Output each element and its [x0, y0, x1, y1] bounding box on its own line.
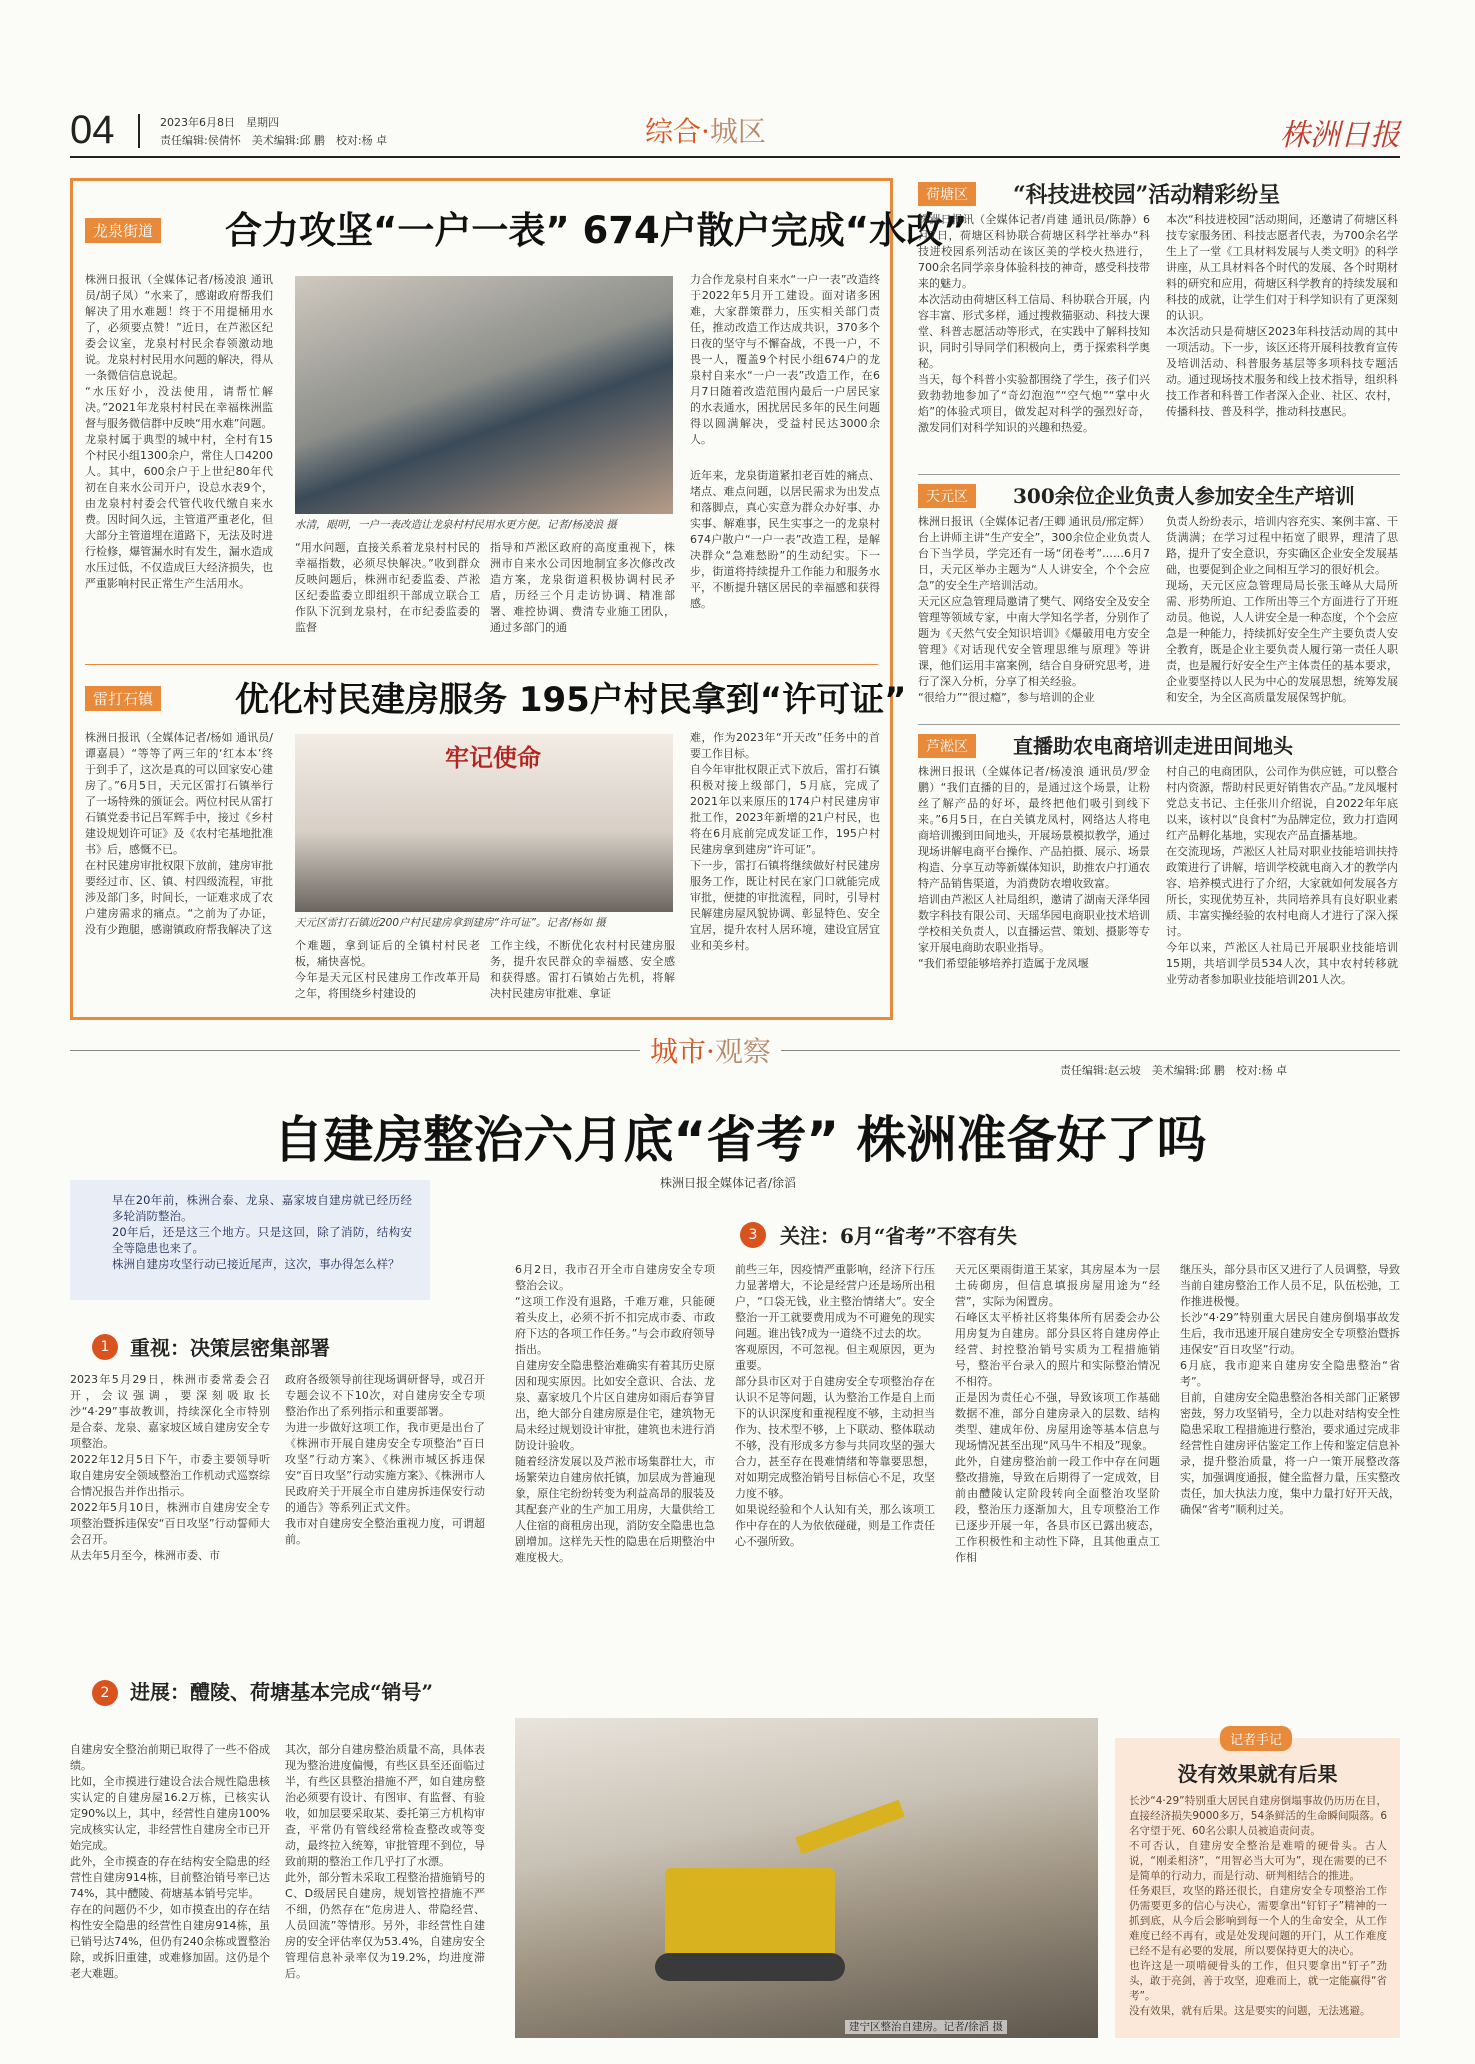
story-column-2: 个难题，拿到证后的全镇村村民老板，痛快喜悦。 今年是天元区村民建房工作改革开局之年，将围绕乡村建设的: [295, 939, 480, 1000]
subsection-2-col-1: 自建房安全整治前期已取得了一些不俗成绩。 比如，全市摸进行建设合法合规性隐患核实认定的自建房屋16.2万栋，已核实认定90%以上，其中，经营性自建房100%完成核实认定，非经营性自建房全市已开始完成。 此外，全市摸查的存在结构安全隐患的经营性自建房914栋，目前整治销号率已达74%，其中醴陵、荷塘基本销号完毕。 存在的问题仍不少，如市摸查出的存在结构性安全隐患的经营性自建房914栋，虽已销号达74%，但仍有240余栋或置整治除，或拆旧重建，或难修加固。这仍是个老大难题。: [70, 1743, 270, 1980]
story-column-4a: 力合作龙泉村自来水“一户一表”改造终于2022年5月开工建设。面对诸多困难，大家群策群力，压实相关部门责任，推动改造工作达成共识，370多个日夜的坚守与不懈奋战，不畏一户，不畏一人，覆盖9个村民小组674户的龙泉村自来水“一户一表”改造工作，在6月7日随着改造范围内最后一户居民家的水表通水，困扰居民多年的民生问题得以圆满解决，受益村民达3000余人。: [690, 273, 880, 446]
middle-column-2: 前些三年，因疫情严重影响，经济下行压力显著增大，不论是经营户还是场所出租户，“口袋无钱，业主整治情绪大”。安全整治一开工就要费用成为不可避免的现实问题。谁出钱?成为一道绕不过去的坎。 客观原因，不可忽视。但主观原因，更为重要。 部分县市区对于自建房安全专项整治存在认识不足等问题，认为整治工作是自上而下的认识深度和重视程度不够，主动担当作为、技术型不够，上下联动、整体联动不够，没有形成多方参与共同攻坚的强大合力，甚至存在畏难情绪和等靠要思想，对如期完成整治销号目标信心不足，攻坚力度不够。 如果说经验和个人认知有关，那么该项工作中存在的人为依依碰碰，则是工作责任心不强所致。: [735, 1263, 935, 1548]
byline: 株洲日报全媒体记者/徐滔: [660, 1176, 797, 1190]
story-tag: 龙泉街道: [85, 218, 161, 243]
section-number-icon: 2: [92, 1680, 118, 1706]
story-column-3: 工作主线，不断优化农村村民建房服务，提升农民群众的幸福感、安全感和获得感。雷打石镇始占先机，将解决村民建房审批难、拿证: [490, 939, 675, 1000]
city-editors: 责任编辑:赵云坡 美术编辑:邱 鹏 校对:杨 卓: [1060, 1064, 1288, 1077]
section-title-city: 城市·观察: [640, 1030, 781, 1070]
story-lusong: [918, 730, 1400, 1020]
section-name-b: 观察: [714, 1035, 771, 1068]
header-divider: [138, 114, 140, 148]
story-column-1: 株洲日报讯（全媒体记者/杨凌浪 通讯员/罗金鹏）“我们直播的目的，是通过这个场景，让粉丝了解产品的好坏，最终把他们吸引到线下来。”6月5日，在白关镇龙凤村，网络达人将电商培训搬到田间地头，开展场景模拟教学，通过现场讲解电商平台操作、产品拍摄、展示、场景构造、分享互动等新媒体知识，助推农户打通农特产品销售渠道，为消费防农增收致富。 培训由芦淞区人社局组织，邀请了湖南天泽华园数字科技有限公司、天瑶华园电商职业技术培训学校相关负责人，以直播运营、策划、摄影等专家开展电商助农职业指导。 “我们希望能够培养打造属于龙凤堰: [918, 765, 1150, 970]
story-column-2: 负责人纷纷表示，培训内容充实、案例丰富、干货满满；在学习过程中拓宽了眼界，理清了思路，提升了安全意识，夯实确区企业安全发展基础，也要促到企业之间相互学习的很好机会。 现场，天元区应急管理局局长张玉峰从大局所需、形势所迫、工作所出等三个方面进行了开班动员。他说，人人讲安全是一种态度，个个会应急是一种能力，持续抓好安全生产主要负责人安全教育，既是企业主要负责人履行第一责任人职责，也是履行好安全生产主体责任的基本要求，企业要坚持以人民为中心的发展思想，统筹发展和安全，为全区高质量发展保驾护航。: [1166, 515, 1398, 704]
page-header: [70, 108, 1400, 156]
story-column-4b: 近年来，龙泉街道紧扣老百姓的痛点、堵点、难点问题，以居民需求为出发点和落脚点，真心实意为群众办好事、办实事、解难事，民生实事之一的龙泉村674户散户“一户一表”改造工程，是解决群众“急难愁盼”的生动纪实。下一步，街道将持续提升工作能力和服务水平，不断提升辖区居民的幸福感和获得感。: [690, 469, 880, 610]
story-tag: 雷打石镇: [85, 686, 161, 711]
story-headline: “科技进校园”活动精彩纷呈: [1013, 182, 1281, 208]
demolition-photo: [515, 1718, 1098, 2038]
story-photo: [295, 734, 673, 912]
middle-column-1: 6月2日，我市召开全市自建房安全专项整治会议。 “这项工作没有退路，千难万难，只能硬着头皮上，必须不折不扣完成市委、市政府下达的各项工作任务。”与会市政府领导指出。 自建房安全隐患整治难确实有着其历史原因和现实原因。比如安全意识、合法、龙泉、嘉家坡几个片区自建房如雨后春笋冒出，绝大部分自建房原是住宅，建筑物无局未经过规划设计审批，建筑也未进行消防设计验收。 随着经济发展以及芦淞市场集群壮大，市场繁荣边自建房依托镇，加层成为普遍现象，原住宅纷纷转变为利益高昂的服装及其配套产业的生产加工用房，大量供给工人住宿的商租房出现，消防安全隐患也急剧增加。这样先天性的隐患在后期整治中难度极大。: [515, 1263, 715, 1564]
subhead-progress: 进展：醴陵、荷塘基本完成“销号”: [130, 1680, 434, 1704]
page-number: 04: [70, 108, 115, 152]
story-column-2: “用水问题，直接关系着龙泉村村民的幸福指数，必须尽快解决。”收到群众反映问题后，株洲市纪委监委、芦淞区纪委监委立即组织干部成立联合工作队下沉到龙泉村，在市纪委监委的监督: [295, 541, 480, 634]
story-column-1: 株洲日报讯（全媒体记者/王卿 通讯员/邢定辉）台上讲师主讲“生产安全”，300余位企业负责人台下当学员，学完还有一场“闭卷考”……6月7日，天元区举办主题为“人人讲安全，个个会应急”的安全生产培训活动。 天元区应急管理局邀请了樊气、网络安全及安全管理等领域专家，中南大学知名学者，分别作了题为《天然气安全知识培训》《爆破用电方安全管理》《对话现代安全管理思维与原理》等讲课，他们运用丰富案例，结合自身研究思考，进行了深入分析，分享了相关经验。 “很给力”“很过瘾”，参与培训的企业: [918, 515, 1150, 704]
note-text: 长沙“4·29”特别重大居民自建房倒塌事故仍历历在目，直接经济损失9000多万，54条鲜活的生命瞬间陨落。6名守望于死、60名公职人员被追责问责。 不可否认，自建房安全整治是难啃的硬骨头。古人说，“刚柔相济”，“用智必当大可为”，现在需要的已不是简单的行动力，而是行动、研判相结合的推进。 任务艰巨，攻坚的路还很长，自建房安全专项整治工作仍需要更多的信心与决心，需要拿出“钉钉子”精神的一抓到底，从今后会影响到每一个人的生命安全，从工作难度已经不再有，或是处发现问题的开门，从工作难度已经不是有必要的发展，所以要保持更大的决心。 也许这是一项啃硬骨头的工作，但只要拿出“钉子”劲头，敢于亮剑，善于攻坚，迎难而上，就一定能赢得“省考”。 没有效果，就有后果。这是要实的问题，无法逃避。: [1129, 1795, 1387, 2017]
photo-caption: 水清，眼明，一户一表改造让龙泉村村民用水更方便。记者/杨凌浪 摄: [295, 519, 617, 531]
section-title: 综合·城区: [645, 115, 766, 148]
right-column-1: 天元区栗雨街道王某家，其房屋本为一层土砖砌房，但信息填报房屋用途为“经营”，实际为闲置房。 石峰区太平桥社区将集体所有居委会办公用房复为自建房。部分县区将自建房停止经营、封控整治销号实质为工程措施销号，整治平台录入的照片和实际整治情况不相符。 正是因为责任心不强，导致该项工作基础数据不准，部分自建房录入的层数、结构类型、建成年份、房屋用途等基本信息与现场情况甚至出现“风马牛不相及”现象。 此外，自建房整治前一段工作中存在问题整改措施，导致在后期得了一定成效，目前由醴陵认定阶段转向全面整治攻坚阶段，整治压力逐渐加大，且专项整治工作已逐步开展一年，各县市区已露出疲态，工作积极性和主动性下降，且其他重点工作相: [955, 1263, 1160, 1564]
section-name-b: 城区: [709, 115, 766, 148]
story-divider: [918, 474, 1400, 475]
subhead-attention: 重视：决策层密集部署: [130, 1336, 330, 1360]
story-divider: [918, 724, 1400, 725]
newspaper-logo: 株洲日报: [1280, 118, 1400, 153]
excavator-shape: [665, 1868, 835, 1958]
story-photo: [295, 276, 673, 514]
photo-caption: 天元区雷打石镇近200户村民建房拿到建房“许可证”。记者/杨如 摄: [295, 917, 606, 929]
story-headline: 优化村民建房服务 195户村民拿到“许可证”: [235, 680, 907, 720]
section-number-icon: 3: [740, 1222, 766, 1248]
subsection-1-col-2: 政府各级领导前往现场调研督导，或召开专题会议不下10次，对自建房安全专项整治作出了系列指示和重要部署。 为进一步做好这项工作，我市更是出台了《株洲市开展自建房安全专项整治“百日攻坚”行动方案》、《株洲市城区拆违保安“百日攻坚”行动实施方案》、《株洲市人民政府关于开展全市自建房拆违保安行动的通告》等系列正式文件。 我市对自建房安全整治重视力度，可谓超前。: [285, 1373, 485, 1546]
section-name-a: 综合: [645, 115, 702, 148]
section-number-icon: 1: [92, 1334, 118, 1360]
section-name-a: 城市: [650, 1035, 707, 1068]
story-hetang: [918, 178, 1400, 468]
subsection-2-col-2: 其次，部分自建房整治质量不高，具体表现为整治进度偏慢，有些区县至还面临过半，有些区县整治措施不严，如自建房整治必须要有设计、有图审、有监督、有验收，如加层要采取某、委托第三方机构审查，平常仍有管线经常检查整改或等变动，最终拉入统筹，审批管理不到位，导致前期的整治工作几乎打了水漂。 此外，部分暂未采取工程整治措施销号的C、D级居民自建房，规划管控措施不严不细，仍然存在“危房进人、带隐经营、人员回流”等情形。另外，非经营性自建房的安全评估率仅为53.4%，自建房安全管理信息补录率仅为19.2%，均进度滞后。: [285, 1743, 485, 1980]
story-headline: 合力攻坚“一户一表” 674户散户完成“水改”: [225, 209, 968, 252]
story-column-2: 本次“科技进校园”活动期间，还邀请了荷塘区科技专家服务团、科技志愿者代表，为700余名学生上了一堂《工具材料发展与人类文明》的科学讲座，从工具材料各个时代的发展、各个时期材料的研究和应用，荷塘区科学教育的持续发展和科技的成就，让学生们对于科学知识有了更深刻的认识。 本次活动只是荷塘区2023年科技活动周的其中一项活动。下一步，该区还将开展科技教育宣传及培训活动、科普服务基层等多项科技专题活动。通过现场技术服务和线上技术指导，组织科技工作者和科普工作者深入企业、社区、农村，传播科技、普及科学，推动科技惠民。: [1166, 213, 1398, 418]
right-column-2: 继压头，部分县市区又进行了人员调整，导致当前自建房整治工作人员不足，队伍松弛，工作推进极慢。 长沙“4·29”特别重大居民自建房倒塌事故发生后，我市迅速开展自建房安全专项整治暨拆违保安“百日攻坚”行动。 6月底，我市迎来自建房安全隐患整治“省考”。 目前，自建房安全隐患整治各相关部门正紧锣密鼓，努力攻坚销号，全力以赴对结构安全性隐患采取工程措施进行整治，要求通过完成非经营性自建房评估鉴定工作上传和鉴定信息补录，提升整治质量，将一户一策开展整改落实，加强调度通报，健全监督力量，压实整改责任，加大执法力度，集中力量打好开天战，确保“省考”顺利过关。: [1180, 1263, 1400, 1516]
header-rule: [70, 156, 1400, 158]
story-column-1: 株洲日报讯（全媒体记者/杨如 通讯员/谭嘉晨）“等等了两三年的‘红本本’终于到手了，这次是真的可以回家安心建房了。”6月5日，天元区雷打石镇举行了一场特殊的颁证会。两位村民从雷打石镇党委书记吕军辉手中，接过《乡村建设规划许可证》及《农村宅基地批准书》后，感慨不已。 在村民建房审批权限下放前，建房审批要经过市、区、镇、村四级流程，审批涉及部门多，时间长，一证难求成了农户建房需求的痛点。“之前为了办证，没有少跑腿，感谢镇政府帮我解决了这: [85, 731, 273, 936]
lead-box: [70, 1180, 430, 1300]
lead-text: 早在20年前，株洲合泰、龙泉、嘉家坡自建房就已经历经多轮消防整治。 20年后，还是这三个地方。只是这回，除了消防，结构安全等隐患也来了。 株洲自建房攻坚行动已接近尾声，这次，事办得怎么样？: [112, 1193, 412, 1271]
story-divider: [85, 664, 878, 665]
photo-banner: 牢记使命: [445, 744, 541, 772]
note-title: 没有效果就有后果: [1177, 1762, 1338, 1786]
story-column-3: 指导和芦淞区政府的高度重视下，株洲市自来水公司因地制宜多次修改改造方案，龙泉街道积极协调村民矛盾，历经三个月走访协调、精准部署、难控协调、费清专业施工团队，通过多部门的通: [490, 541, 675, 634]
story-tag: 荷塘区: [918, 182, 976, 206]
excavator-arm: [795, 1800, 905, 1855]
story-tianyuan: [918, 480, 1400, 720]
story-headline: 直播助农电商培训走进田间地头: [1013, 734, 1293, 758]
note-label-text: 记者手记: [1230, 1733, 1283, 1748]
header-editors: 责任编辑:侯倩怀 美术编辑:邱 鹏 校对:杨 卓: [160, 134, 388, 147]
story-column-4: 难，作为2023年“开天改”任务中的首要工作目标。 自今年审批权限正式下放后，雷打石镇积极对接上级部门，5月底，完成了2021年以来原压的174户村民建房审批工作，2023年新增的21户村民，也将在6月底前完成发证工作，195户村民建房拿到建房“许可证”。 下一步，雷打石镇将继续做好村民建房服务工作，既让村民在家门口就能完成审批，便捷的审批流程，同时，引导村民解建房屋风貌协调、彰显特色、安全宜居，提升农村人居环境，建设宜居宜业和美乡村。: [690, 731, 880, 952]
story-column-2: 村自己的电商团队，公司作为供应链，可以整合村内资源，帮助村民更好销售农产品。”龙凤堰村党总支书记、主任张川介绍说，自2022年年底以来，该村以“良食村”为品牌定位，致力打造网红产品孵化基地，实现农产品直播基地。 在交流现场，芦淞区人社局对职业技能培训扶持政策进行了讲解，培训学校就电商入才的教学内容、培养模式进行了介绍，大家就如何发展各方所长，实现优势互补，共同培养具有良好职业素质、丰富实操经验的农村电商人才进行了深入探讨。 今年以来，芦淞区人社局已开展职业技能培训15期，共培训学员534人次，其中农村转移就业劳动者参加职业技能培训201人次。: [1166, 765, 1398, 986]
story-tag: 天元区: [918, 484, 976, 508]
subsection-1-col-1: 2023年5月29日，株洲市委常委会召开，会议强调，要深刻吸取长沙“4·29”事故教训，持续深化全市特别是合泰、龙泉、嘉家坡区域自建房安全专项整治。 2022年12月5日下午，市委主要领导听取自建房安全领域整治工作机动式巡察综合情况报告并作出指示。 2022年5月10日，株洲市自建房安全专项整治暨拆违保安“百日攻坚”行动誓师大会召开。 从去年5月至今，株洲市委、市: [70, 1373, 270, 1562]
reporter-note-box: [1115, 1733, 1400, 2038]
story-leidashi: [85, 672, 907, 1012]
story-column-1: 株洲日报讯（全媒体记者/肖建 通讯员/陈静）6月7日，荷塘区科协联合荷塘区科学社举办“科技进校园系列活动在该区美的学校火热进行，700余名同学亲身体验科技的神奇，感受科技带来的魅力。 本次活动由荷塘区科工信局、科协联合开展，内容丰富、形式多样，通过搜救猫驱动、科技大课堂、科普志愿活动等形式，在实践中了解科技知识，同时引导同学们积极向上，勇于探索科学奥秘。 当天，每个科普小实验都围绕了学生，孩子们兴致勃勃地参加了“奇幻泡泡”“空气炮”“掌中火焰”的体验式项目，做发起对科学的强烈好奇，激发同们对科学知识的兴趣和热爱。: [918, 213, 1150, 434]
main-headline: 自建房整治六月底“省考” 株洲准备好了吗: [273, 1111, 1207, 1169]
note-label: [1220, 1726, 1292, 1751]
subhead-focus: 关注：6月“省考”不容有失: [780, 1224, 1017, 1248]
issue-date: 2023年6月8日 星期四: [160, 116, 279, 129]
excavator-tracks: [655, 1953, 845, 1981]
photo-caption: 建宁区整治自建房。记者/徐滔 摄: [845, 2020, 1007, 2034]
story-tag: 芦淞区: [918, 734, 976, 758]
story-headline: 300余位企业负责人参加安全生产培训: [1013, 484, 1355, 508]
story-column-1: 株洲日报讯（全媒体记者/杨凌浪 通讯员/胡子凤）“水来了，感谢政府帮我们解决了用水难题！终于不用提桶用水了，必须要点赞！”近日，在芦淞区纪委会议室，龙泉村村民余春领激动地说。龙泉村村民用水问题的解决，得从一条微信信息说起。 “水压好小，没法使用，请帮忙解决。”2021年龙泉村村民在幸福株洲监督与服务微信群中反映“用水难”问题。 龙泉村属于典型的城中村，全村有15个村民小组1300余户，常住人口4200人。其中，600余户于上世纪80年代初在自来水公司开户，设总水表9个，由龙泉村村委会代管代收代缴自来水费。因时间久远，主管道严重老化，但大部分主管道埋在道路下，无法及时进行检修，爆管漏水时有发生，漏水造成水压过低，不仅造成巨大经济损失，也严重影响村民正常生产生活用水。: [85, 273, 273, 590]
